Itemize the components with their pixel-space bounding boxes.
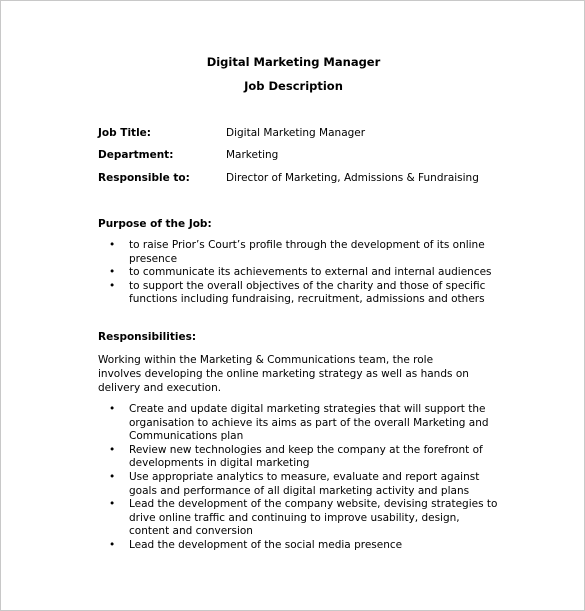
purpose-list bbox=[98, 239, 498, 307]
list-item: • to support the overall objectives of the charity and those of specific functions including fundraising, recruitment, admissions and others bbox=[98, 280, 498, 307]
job-title-label: Job Title: bbox=[98, 127, 151, 139]
list-item: • Review new technologies and keep the company at the forefront of developments in digital marketing bbox=[98, 444, 498, 471]
list-item: • to communicate its achievements to external and internal audiences bbox=[98, 266, 498, 280]
job-title-value: Digital Marketing Manager bbox=[226, 127, 366, 139]
responsible-to-value: Director of Marketing, Admissions & Fundraising bbox=[226, 172, 479, 184]
responsibilities-heading: Responsibilities: bbox=[98, 331, 197, 343]
responsibilities-list bbox=[98, 403, 498, 553]
list-item: • Lead the development of the social media presence bbox=[98, 539, 498, 553]
document-title: Digital Marketing Manager bbox=[206, 55, 381, 69]
list-item: • Use appropriate analytics to measure, evaluate and report against goals and performance of all digital marketing activity and plans bbox=[98, 471, 498, 498]
list-item: • Lead the development of the company website, devising strategies to drive online traffic and continuing to improve usability, design, content and conversion bbox=[98, 498, 498, 539]
responsible-to-label: Responsible to: bbox=[98, 172, 190, 184]
responsibilities-intro: Working within the Marketing & Communications team, the role involves developing the online marketing strategy as well as hands on delivery and execution. bbox=[98, 354, 469, 394]
department-label: Department: bbox=[98, 149, 174, 161]
list-item: • to raise Prior’s Court’s profile through the development of its online presence bbox=[98, 239, 498, 266]
document-subtitle: Job Description bbox=[244, 79, 343, 93]
purpose-heading: Purpose of the Job: bbox=[98, 218, 212, 230]
department-value: Marketing bbox=[226, 149, 279, 161]
list-item: • Create and update digital marketing strategies that will support the organisation to achieve its aims as part of the overall Marketing and Communications plan bbox=[98, 403, 498, 444]
